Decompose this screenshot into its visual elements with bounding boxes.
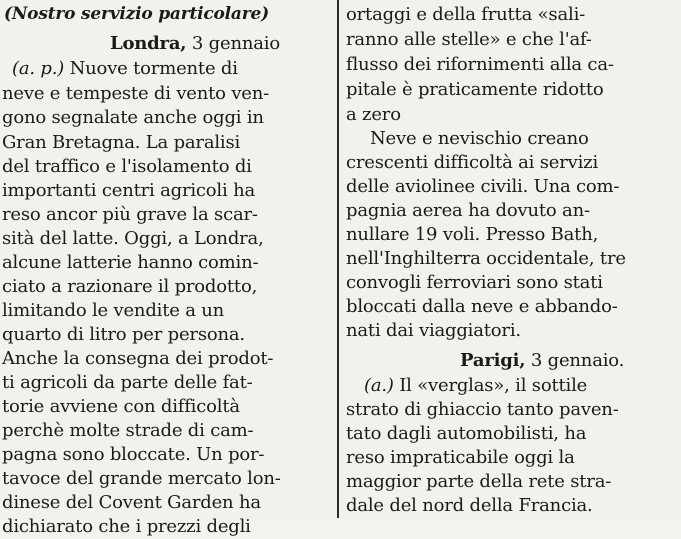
- dateline-date: 3 gennaio.: [530, 350, 625, 371]
- body-line: [12, 56, 238, 81]
- body-line: nati dai viaggiatori.: [346, 320, 521, 341]
- body-line: convogli ferroviari sono stati: [346, 272, 603, 293]
- dateline-city: Parigi,: [460, 350, 526, 371]
- body-line: dichiarato che i prezzi degli: [2, 516, 251, 537]
- body-line: ranno alle stelle» e che l'af-: [346, 29, 592, 50]
- body-line: tavoce del grande mercato lon-: [2, 468, 281, 489]
- left-column: [0, 0, 336, 537]
- body-line: tato dagli automobilisti, ha: [346, 423, 587, 444]
- body-line: strato di ghiaccio tanto paven-: [346, 399, 619, 420]
- body-line: ciato a razionare il prodotto,: [2, 276, 258, 297]
- body-line: [364, 373, 587, 398]
- dateline-date: 3 gennaio: [191, 33, 280, 54]
- right-column: [342, 0, 681, 518]
- kicker: (Nostro servizio particolare): [4, 4, 269, 24]
- body-line: dinese del Covent Garden ha: [2, 492, 261, 513]
- body-line: nullare 19 voli. Presso Bath,: [346, 224, 599, 245]
- dateline-paris: [460, 348, 624, 373]
- body-line: neve e tempeste di vento ven-: [2, 83, 270, 104]
- body-line: dale del nord della Francia.: [346, 495, 593, 516]
- body-line: Neve e nevischio creano: [370, 128, 589, 149]
- body-line: sità del latte. Oggi, a Londra,: [2, 228, 264, 249]
- body-line: gono segnalate anche oggi in: [2, 107, 264, 128]
- body-line: torie avviene con difficoltà: [2, 396, 240, 417]
- column-divider: [337, 0, 339, 518]
- body-line: bloccati dalla neve e abbando-: [346, 296, 618, 317]
- byline: (a. p.): [12, 58, 65, 79]
- body-line: reso ancor più grave la scar-: [2, 204, 258, 225]
- body-line: reso impraticabile oggi la: [346, 447, 575, 468]
- body-line: Gran Bretagna. La paralisi: [2, 132, 241, 153]
- body-line: pitale è praticamente ridotto: [346, 79, 604, 100]
- body-line: maggior parte della rete stra-: [346, 471, 612, 492]
- body-line: ti agricoli da parte delle fat-: [2, 372, 253, 393]
- body-line: crescenti difficoltà ai servizi: [346, 152, 599, 173]
- body-line: alcune latterie hanno comin-: [2, 252, 259, 273]
- dateline-london: [110, 31, 280, 56]
- body-line: Anche la consegna dei prodot-: [2, 348, 274, 369]
- body-text: Nuove tormente di: [69, 58, 238, 79]
- byline: (a.): [364, 375, 394, 396]
- body-line: perchè molte strade di cam-: [2, 420, 254, 441]
- body-line: quarto di litro per persona.: [2, 324, 245, 345]
- body-line: limitando le vendite a un: [2, 300, 225, 321]
- body-line: importanti centri agricoli ha: [2, 180, 255, 201]
- body-line: del traffico e l'isolamento di: [2, 156, 252, 177]
- body-text: Il «verglas», il sottile: [399, 375, 588, 396]
- dateline-city: Londra,: [110, 33, 187, 54]
- body-line: nell'Inghilterra occidentale, tre: [346, 248, 626, 269]
- body-line: pagnia aerea ha dovuto an-: [346, 200, 590, 221]
- body-line: flusso dei rifornimenti alla ca-: [346, 54, 614, 75]
- body-line: ortaggi e della frutta «sali-: [346, 4, 586, 25]
- body-line: a zero: [346, 104, 401, 125]
- body-line: delle aviolinee civili. Una com-: [346, 176, 620, 197]
- body-line: pagna sono bloccate. Un por-: [2, 444, 265, 465]
